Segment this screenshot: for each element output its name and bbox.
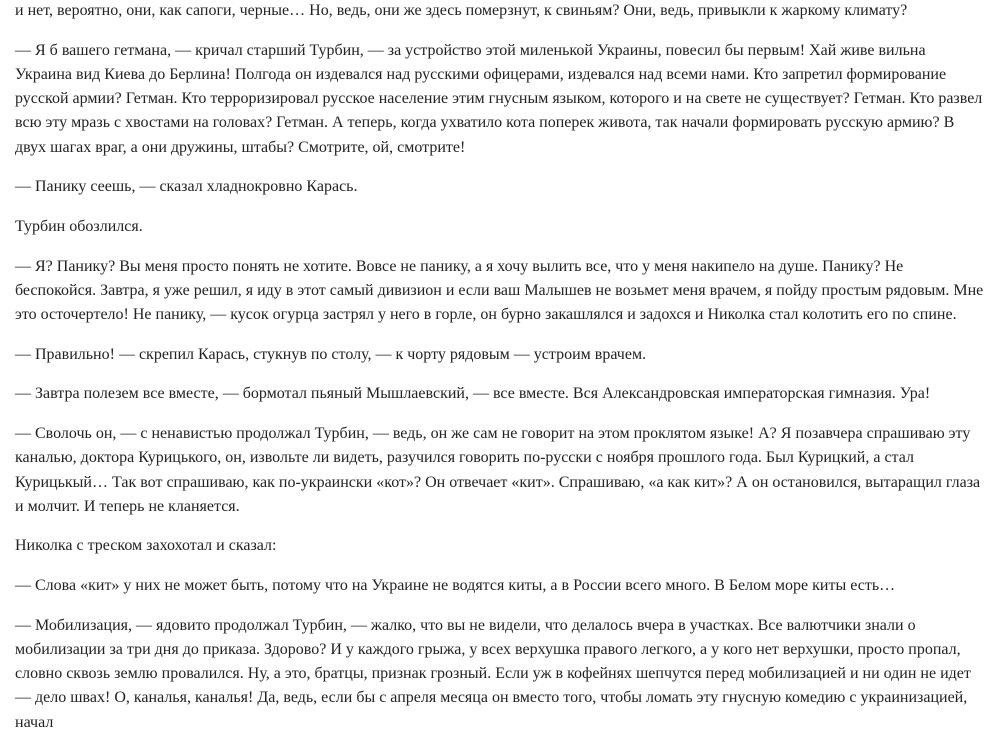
paragraph-1: и нет, вероятно, они, как сапоги, черные… Но, ведь, они же здесь померзнут, к свиньям? Они, ведь, привыкли к жаркому климату?: [15, 2, 908, 19]
paragraph-8: — Сволочь он, — с ненавистью продолжал Турбин, — ведь, он же сам не говорит на этом проклятом языке! А? Я позавчера спрашиваю эту каналью, доктора Курицького, он, извольте ли видеть, разучился говорить по-русски с ноября прошлого года. Был Курицкий, а стал Курицькый… Так вот спрашиваю, как по-украински «кот»? Он отвечает «кит». Спрашиваю, «а как кит»? А он остановился, вытаращил глаза и молчит. И теперь не кланяется.: [15, 425, 981, 515]
paragraph-4: Турбин обозлился.: [15, 217, 143, 235]
paragraph-10: — Слова «кит» у них не может быть, потому что на Украине не водятся киты, а в России всего много. В Белом море киты есть…: [15, 577, 896, 595]
paragraph-5: — Я? Панику? Вы меня просто понять не хотите. Вовсе не панику, а я хочу вылить все, что у меня накипело на душе. Панику? Не беспокойся. Завтра, я уже решил, я иду в этот самый дивизион и если ваш Малышев не возьмет меня врачем, я пойду простым рядовым. Мне это осточертело! Не панику, — кусок огурца застрял у него в горле, он бурно закашлялся и задохся и Николка стал колотить его по спине.: [15, 257, 984, 324]
paragraph-6: — Правильно! — скрепил Карась, стукнув по столу, — к чорту рядовым — устроим врачем.: [15, 345, 647, 363]
paragraph-7: — Завтра полезем все вместе, — бормотал пьяный Мышлаевский, — все вместе. Вся Александровская императорская гимназия. Ура!: [15, 385, 931, 403]
paragraph-3: — Панику сеешь, — сказал хладнокровно Карась.: [15, 178, 358, 196]
paragraph-2: — Я б вашего гетмана, — кричал старший Турбин, — за устройство этой миленькой Украины, повесил бы первым! Хай живе вильна Украина вид Киева до Берлина! Полгода он издевался над русскими офицерами, издевался над всеми нами. Кто запретил формирование русской армии? Гетман. Кто терроризировал русское население этим гнусным языком, которого и на свете не существует? Гетман. Кто развел всю эту мразь с хвостами на головах? Гетман. А теперь, когда ухватило кота поперек живота, так начали формировать русскую армию? В двух шагах враг, а они дружины, штабы? Смотрите, ой, смотрите!: [15, 41, 983, 156]
paragraph-11: — Мобилизация, — ядовито продолжал Турбин, — жалко, что вы не видели, что делалось вчера в участках. Все валютчики знали о мобилизации за три дня до приказа. Здорово? И у каждого грыжа, у всех верхушка правого легкого, а у кого нет верхушки, просто пропал, словно сквозь землю провалился. Ну, а это, братцы, признак грозный. Если уж в кофейнях шепчутся перед мобилизацией и ни один не идет — дело швах! О, каналья, каналья! Да, ведь, если бы с апреля месяца он вместо того, чтобы ломать эту гнусную комедию с украинизацией, начал: [15, 616, 971, 731]
paragraph-9: Николка с треском захохотал и сказал:: [15, 537, 277, 555]
